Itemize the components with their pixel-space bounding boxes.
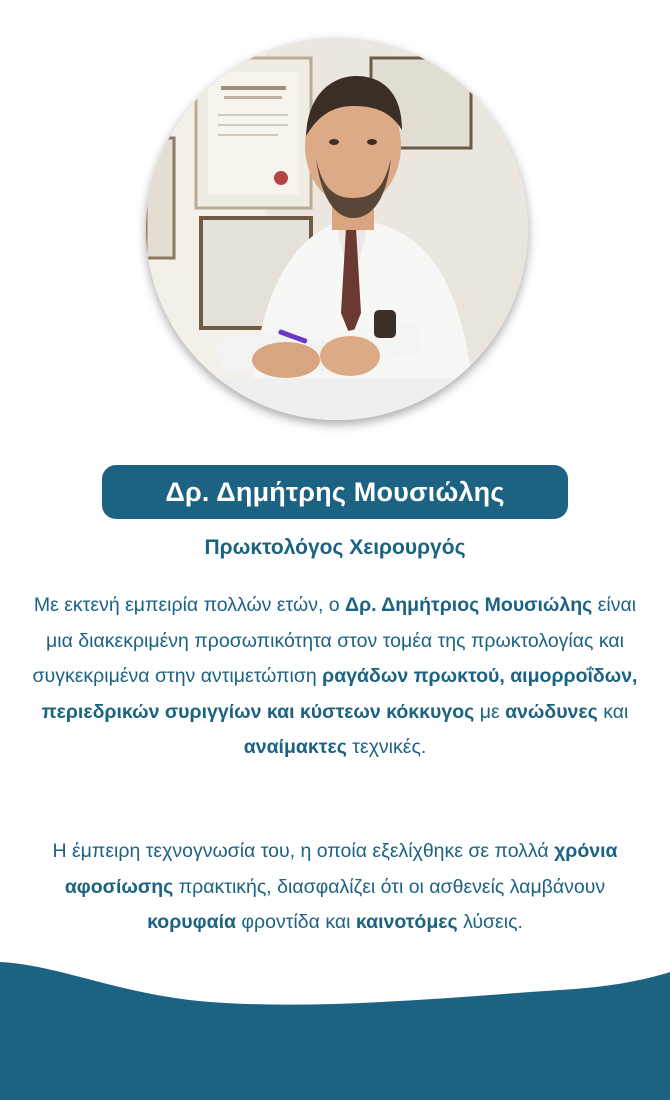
bio-paragraph-1 <box>30 588 640 766</box>
bio-text: και <box>597 700 629 723</box>
bio-text: τεχνικές. <box>346 736 427 758</box>
decorative-wave <box>0 950 670 1100</box>
bio-highlight: καινοτόμες <box>355 911 458 933</box>
bio-text: είναι μια διακεκριμένη προσωπικότητα στον τομέα της πρωκτολογίας και συγκεκριμένα στην αντιμετώπιση <box>32 594 637 687</box>
bio-text: Η έμπειρη τεχνογνωσία του, η οποία εξελίχθηκε σε πολλά <box>52 840 555 862</box>
bio-text: πρακτικής, διασφαλίζει ότι οι ασθενείς λαμβάνουν <box>173 875 606 898</box>
bio-highlight: ανώδυνες <box>505 700 598 723</box>
bio-text: με <box>474 700 506 723</box>
bio-highlight: αναίμακτες <box>243 736 347 758</box>
bio-highlight: ραγάδων πρωκτού, αιμορροΐδων, περιεδρικών συριγγίων και κύστεων κόκκυγος <box>41 665 638 723</box>
bio-text: φροντίδα και <box>235 911 356 933</box>
bio-text: λύσεις. <box>457 911 523 933</box>
portrait-illustration <box>146 38 528 420</box>
doctor-portrait <box>146 38 528 420</box>
bio-highlight: Δρ. Δημήτριος Μουσιώλης <box>345 594 593 616</box>
doctor-name-badge <box>102 465 568 519</box>
doctor-specialty: Πρωκτολόγος Χειρουργός <box>204 536 466 559</box>
bio-highlight: κορυφαία <box>147 911 236 933</box>
doctor-name: Δρ. Δημήτρης Μουσιώλης <box>165 477 505 507</box>
bio-highlight: χρόνια αφοσίωσης <box>64 840 618 898</box>
bio-text: Με εκτενή εμπειρία πολλών ετών, ο <box>33 594 346 616</box>
bio-paragraph-2 <box>30 834 640 941</box>
